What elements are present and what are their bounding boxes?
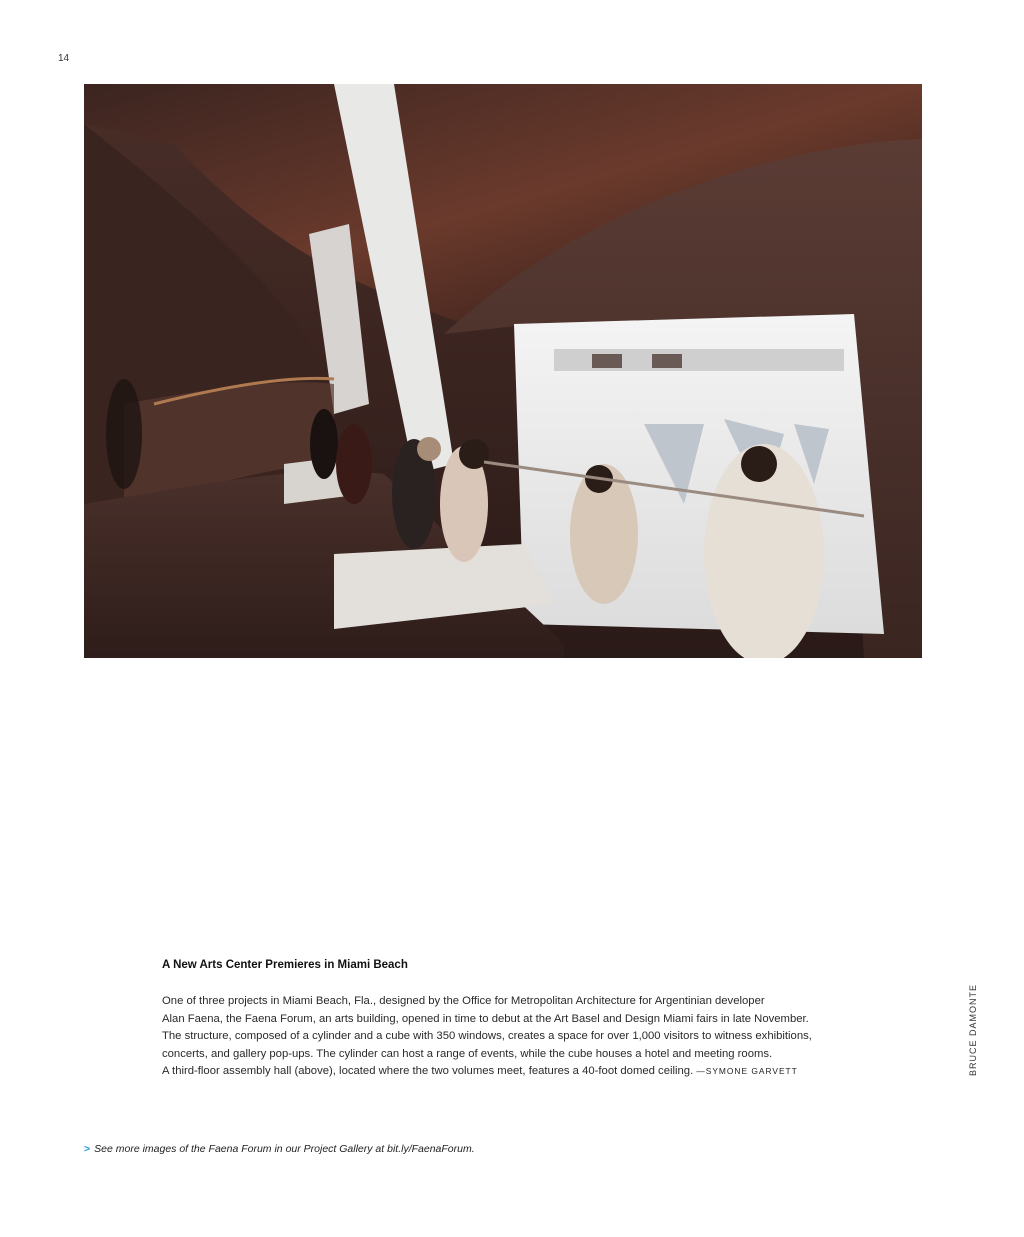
page-number: 14 [58,53,70,64]
article-body-line: One of three projects in Miami Beach, Fla., designed by the Office for Metropolitan Architecture for Argentinian developer [162,995,765,1007]
hero-photo [84,84,922,658]
article-body-line: The structure, composed of a cylinder and a cube with 350 windows, creates a space for over 1,000 visitors to witness exhibitions, [162,1030,812,1043]
article [162,959,862,1081]
article-body-line-text: A third-floor assembly hall (above), located where the two volumes meet, features a 40-foot domed ceiling. [162,1065,694,1078]
gallery-link-text[interactable]: See more images of the Faena Forum in our Project Gallery at bit.ly/FaenaForum. [94,1143,475,1155]
article-headline: A New Arts Center Premieres in Miami Beach [162,959,408,971]
article-body [162,993,862,1081]
article-body-line: concerts, and gallery pop-ups. The cylinder can host a range of events, while the cube houses a hotel and meeting rooms. [162,1047,773,1060]
author-byline: —SYMONE GARVETT [696,1066,798,1077]
project-gallery-link[interactable] [84,1143,475,1155]
article-body-line-last [162,1063,862,1081]
article-body-line: Alan Faena, the Faena Forum, an arts building, opened in time to debut at the Art Basel and Design Miami fairs in late November. [162,1012,809,1025]
photo-credit: BRUCE DAMONTE [968,983,978,1076]
arrow-icon: > [84,1143,91,1155]
photo-illustration [84,84,922,658]
